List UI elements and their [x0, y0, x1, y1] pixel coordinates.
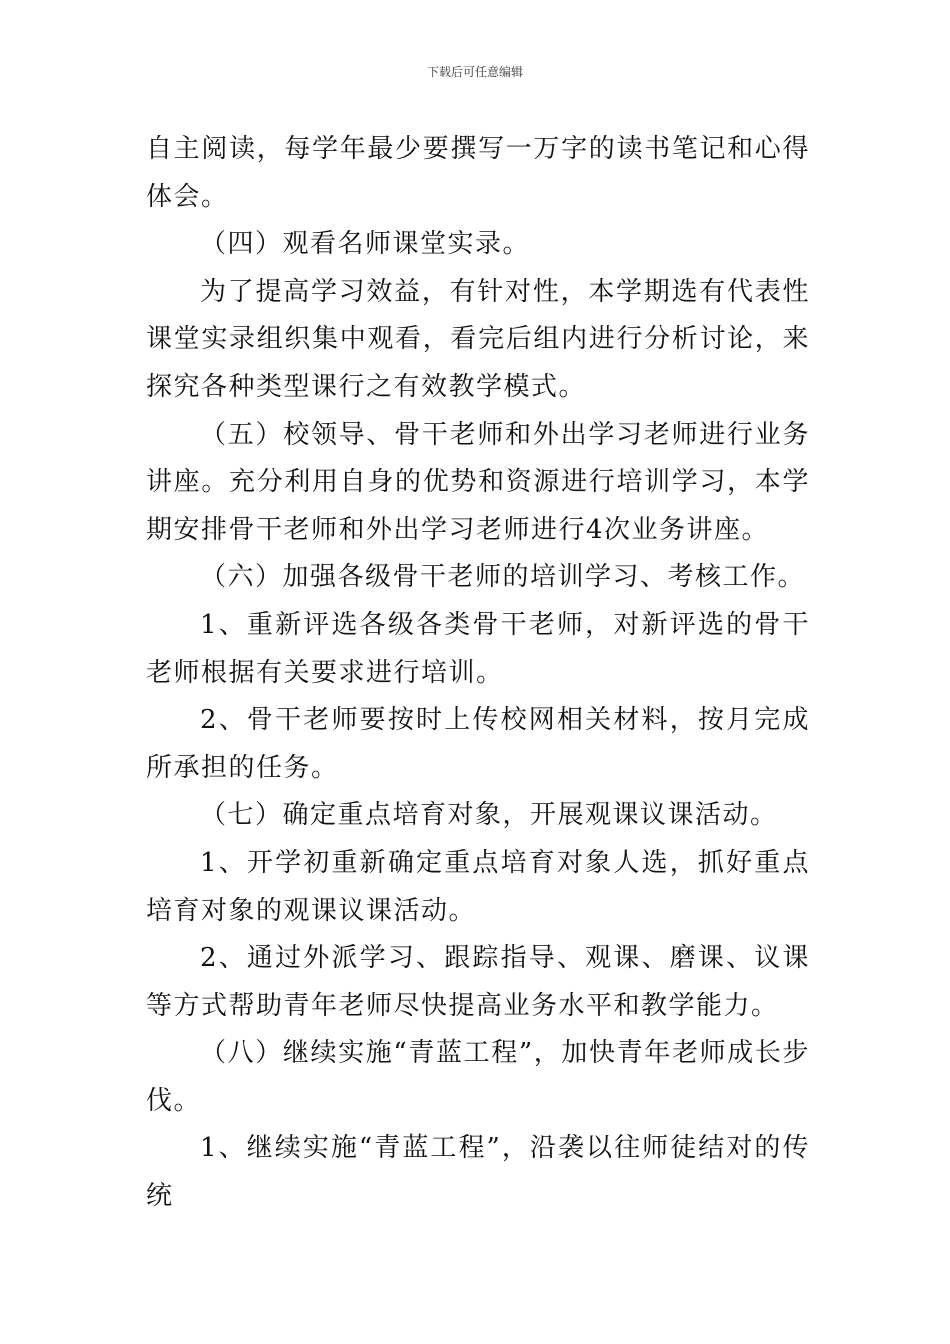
- heading-section-4: （四）观看名师课堂实录。: [200, 229, 531, 260]
- document-body: [146, 126, 810, 1221]
- list-item-6-2: 2、骨干老师要按时上传校网相关材料，按月完成所承担的任务。: [146, 705, 810, 783]
- list-item-6-1: 1、重新评选各级各类骨干老师，对新评选的骨干老师根据有关要求进行培训。: [146, 609, 810, 688]
- paragraph-reading: 自主阅读，每学年最少要撰写一万字的读书笔记和心得体会。: [146, 134, 810, 212]
- list-item-7-2: 2、通过外派学习、跟踪指导、观课、磨课、议课等方式帮助青年老师尽快提高业务水平和教学能力。: [146, 943, 810, 1021]
- heading-section-7: （七）确定重点培育对象，开展观课议课活动。: [200, 800, 778, 831]
- list-item-7-1: 1、开学初重新确定重点培育对象人选，抓好重点培育对象的观课议课活动。: [146, 847, 810, 926]
- list-item-8-1: 1、继续实施“青蓝工程”，沿袭以往师徒结对的传统: [146, 1133, 810, 1212]
- heading-section-8: （八）继续实施“青蓝工程”，加快青年老师成长步伐。: [146, 1038, 810, 1116]
- paragraph-section-5: （五）校领导、骨干老师和外出学习老师进行业务讲座。充分利用自身的优势和资源进行培训学习，本学期安排骨干老师和外出学习老师进行4次业务讲座。: [146, 419, 810, 545]
- paragraph-section-4: 为了提高学习效益，有针对性，本学期选有代表性课堂实录组织集中观看，看完后组内进行分析讨论，来探究各种类型课行之有效教学模式。: [146, 276, 810, 402]
- page-header: 下载后可任意编辑: [426, 65, 523, 79]
- heading-section-6: （六）加强各级骨干老师的培训学习、考核工作。: [200, 562, 806, 593]
